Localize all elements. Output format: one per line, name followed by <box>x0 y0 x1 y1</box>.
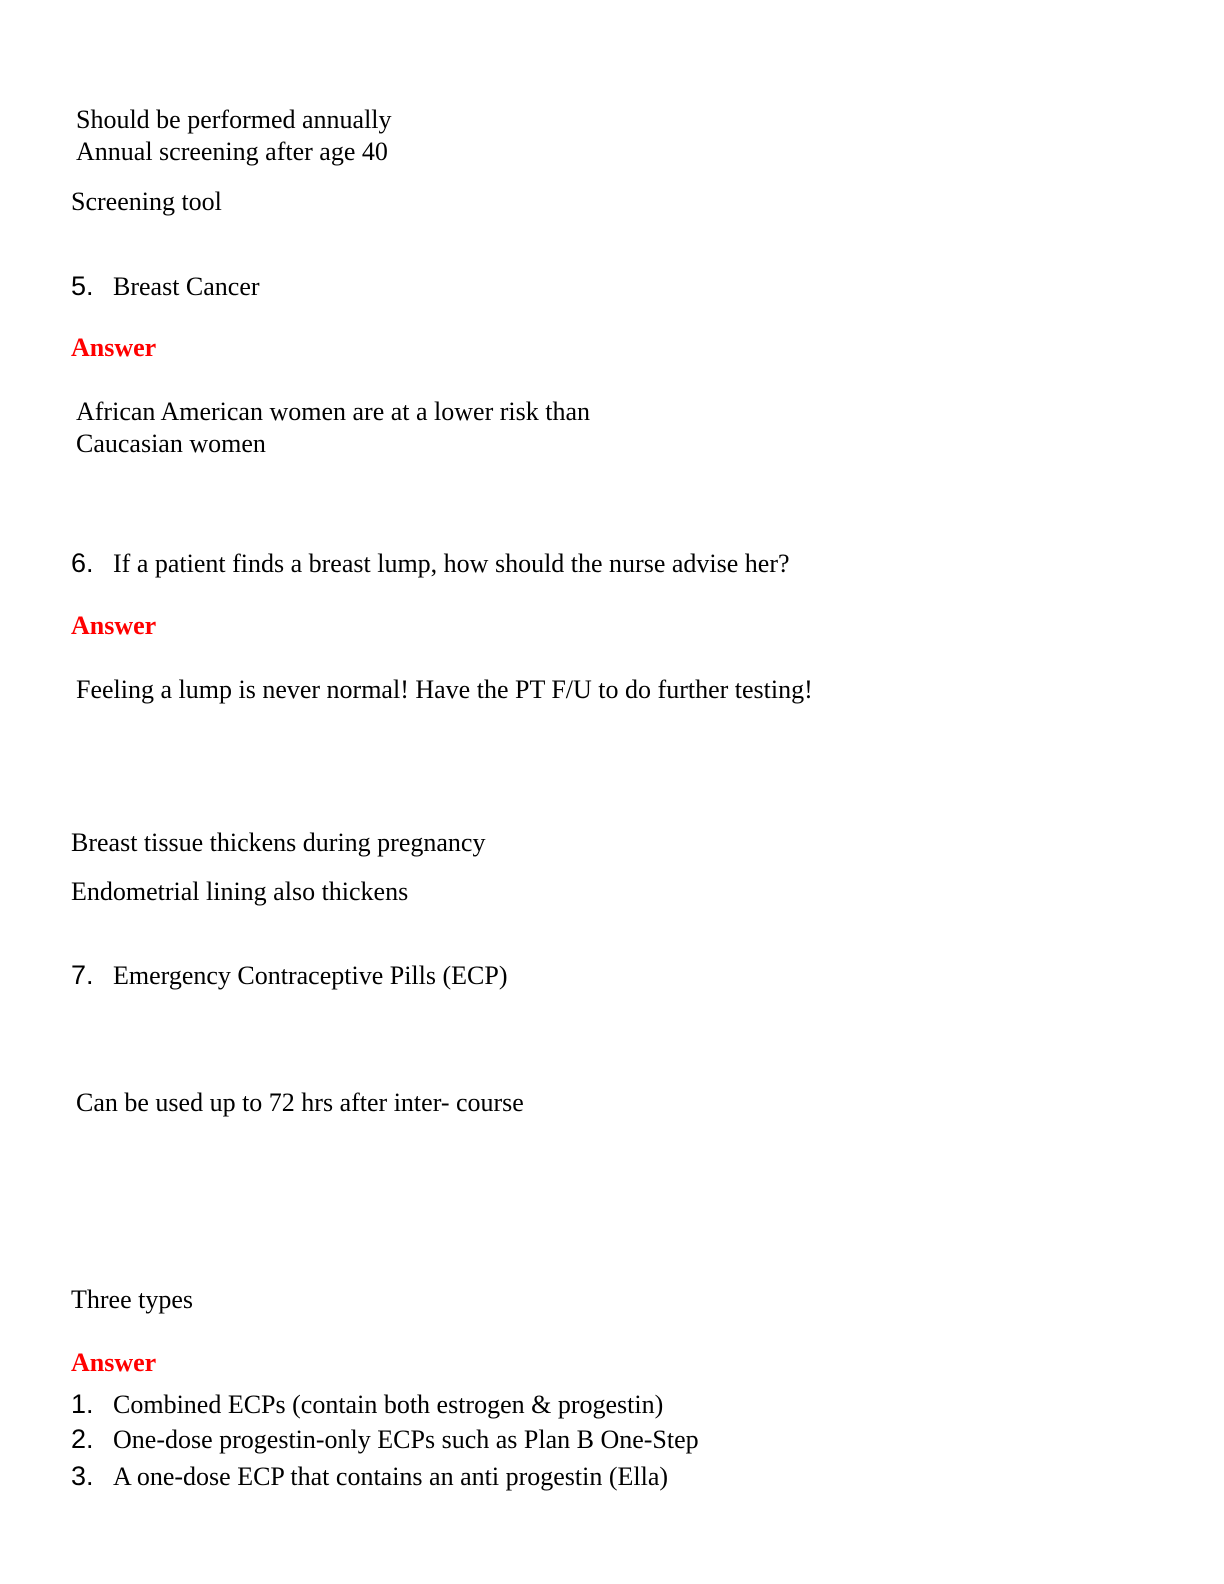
answer-heading: Answer <box>71 1348 157 1377</box>
question-6 <box>71 547 790 580</box>
answer-heading: Answer <box>71 611 157 640</box>
question-text: Emergency Contraceptive Pills (ECP) <box>113 961 508 990</box>
answer-text-line-1: African American women are at a lower risk than <box>76 397 591 426</box>
list-item <box>71 1423 699 1456</box>
list-item-text: A one-dose ECP that contains an anti progestin (Ella) <box>113 1462 669 1491</box>
question-text: Breast Cancer <box>113 272 260 301</box>
answer-text: Can be used up to 72 hrs after inter- course <box>76 1088 524 1117</box>
note-three-types: Three types <box>71 1285 194 1314</box>
answer-text-line-2: Caucasian women <box>76 429 266 458</box>
question-number: 6. <box>71 548 94 578</box>
note-breast-tissue: Breast tissue thickens during pregnancy <box>71 828 486 857</box>
answer-text: Feeling a lump is never normal! Have the PT F/U to do further testing! <box>76 675 813 704</box>
question-number: 7. <box>71 960 94 990</box>
answer-line-screening-age: Annual screening after age 40 <box>76 137 388 166</box>
answer-heading: Answer <box>71 333 157 362</box>
list-item-number: 1. <box>71 1389 94 1419</box>
list-item-text: One-dose progestin-only ECPs such as Plan B One-Step <box>113 1425 699 1454</box>
list-item-text: Combined ECPs (contain both estrogen & progestin) <box>113 1390 664 1419</box>
list-item-number: 2. <box>71 1424 94 1454</box>
list-item <box>71 1388 663 1421</box>
question-5 <box>71 270 260 303</box>
note-endometrial-lining: Endometrial lining also thickens <box>71 877 409 906</box>
question-number: 5. <box>71 271 94 301</box>
question-7 <box>71 959 508 992</box>
answer-line-annual: Should be performed annually <box>76 105 392 134</box>
note-screening-tool: Screening tool <box>71 187 222 216</box>
list-item <box>71 1460 668 1493</box>
question-text: If a patient finds a breast lump, how should the nurse advise her? <box>113 549 790 578</box>
list-item-number: 3. <box>71 1461 94 1491</box>
